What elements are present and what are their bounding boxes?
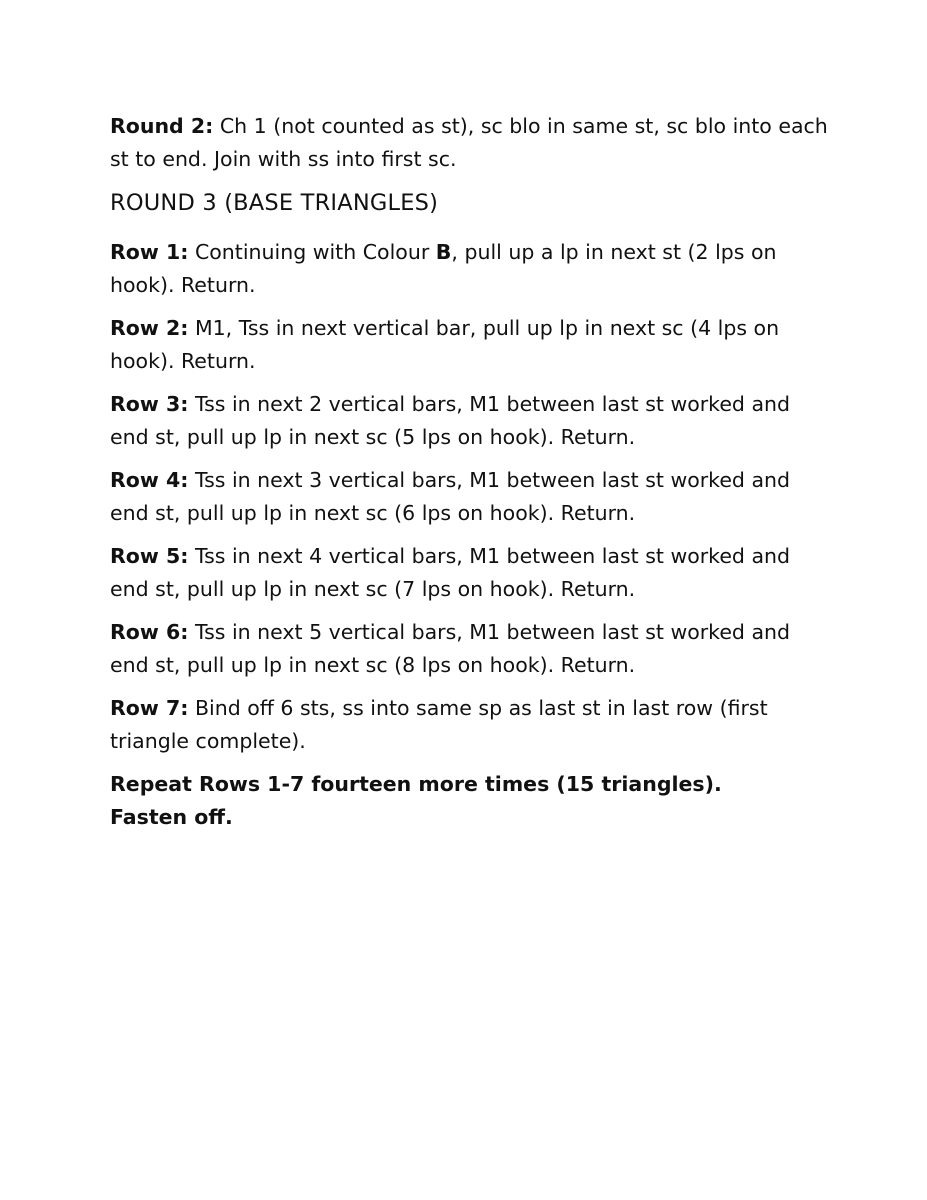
row-6-text: Tss in next 5 vertical bars, M1 between last st worked and end st, pull up lp in next sc (8 lps on hook). Return. — [110, 620, 791, 677]
colour-b-label: B — [435, 240, 452, 264]
round-2-label: Round 2: — [110, 114, 214, 138]
row-3-label: Row 3: — [110, 392, 189, 416]
row-4-label: Row 4: — [110, 468, 189, 492]
pattern-content — [110, 110, 830, 844]
row-7-paragraph — [110, 692, 830, 758]
repeat-instruction: Repeat Rows 1-7 fourteen more times (15 triangles). — [110, 772, 722, 796]
row-4-text: Tss in next 3 vertical bars, M1 between last st worked and end st, pull up lp in next sc (6 lps on hook). Return. — [110, 468, 791, 525]
row-5-label: Row 5: — [110, 544, 189, 568]
fasten-off-instruction: Fasten off. — [110, 805, 233, 829]
row-6-paragraph — [110, 616, 830, 682]
row-6-label: Row 6: — [110, 620, 189, 644]
row-1-text-before: Continuing with Colour — [188, 240, 436, 264]
row-1-text-after: , pull up a lp in next st (2 lps on hook). Return. — [110, 240, 777, 297]
row-2-label: Row 2: — [110, 316, 189, 340]
round-2-paragraph — [110, 110, 830, 176]
row-1-paragraph — [110, 236, 830, 302]
row-3-text: Tss in next 2 vertical bars, M1 between last st worked and end st, pull up lp in next sc (5 lps on hook). Return. — [110, 392, 791, 449]
round-3-heading: ROUND 3 (BASE TRIANGLES) — [110, 190, 439, 216]
row-3-paragraph — [110, 388, 830, 454]
row-2-text: M1, Tss in next vertical bar, pull up lp in next sc (4 lps on hook). Return. — [110, 316, 780, 373]
row-5-text: Tss in next 4 vertical bars, M1 between last st worked and end st, pull up lp in next sc (7 lps on hook). Return. — [110, 544, 791, 601]
row-2-paragraph — [110, 312, 830, 378]
row-7-label: Row 7: — [110, 696, 189, 720]
row-4-paragraph — [110, 464, 830, 530]
row-5-paragraph — [110, 540, 830, 606]
row-1-label: Row 1: — [110, 240, 189, 264]
final-instruction — [110, 768, 830, 834]
row-7-text: Bind off 6 sts, ss into same sp as last st in last row (first triangle complete). — [110, 696, 768, 753]
round-2-text: Ch 1 (not counted as st), sc blo in same st, sc blo into each st to end. Join with ss into first sc. — [110, 114, 828, 171]
